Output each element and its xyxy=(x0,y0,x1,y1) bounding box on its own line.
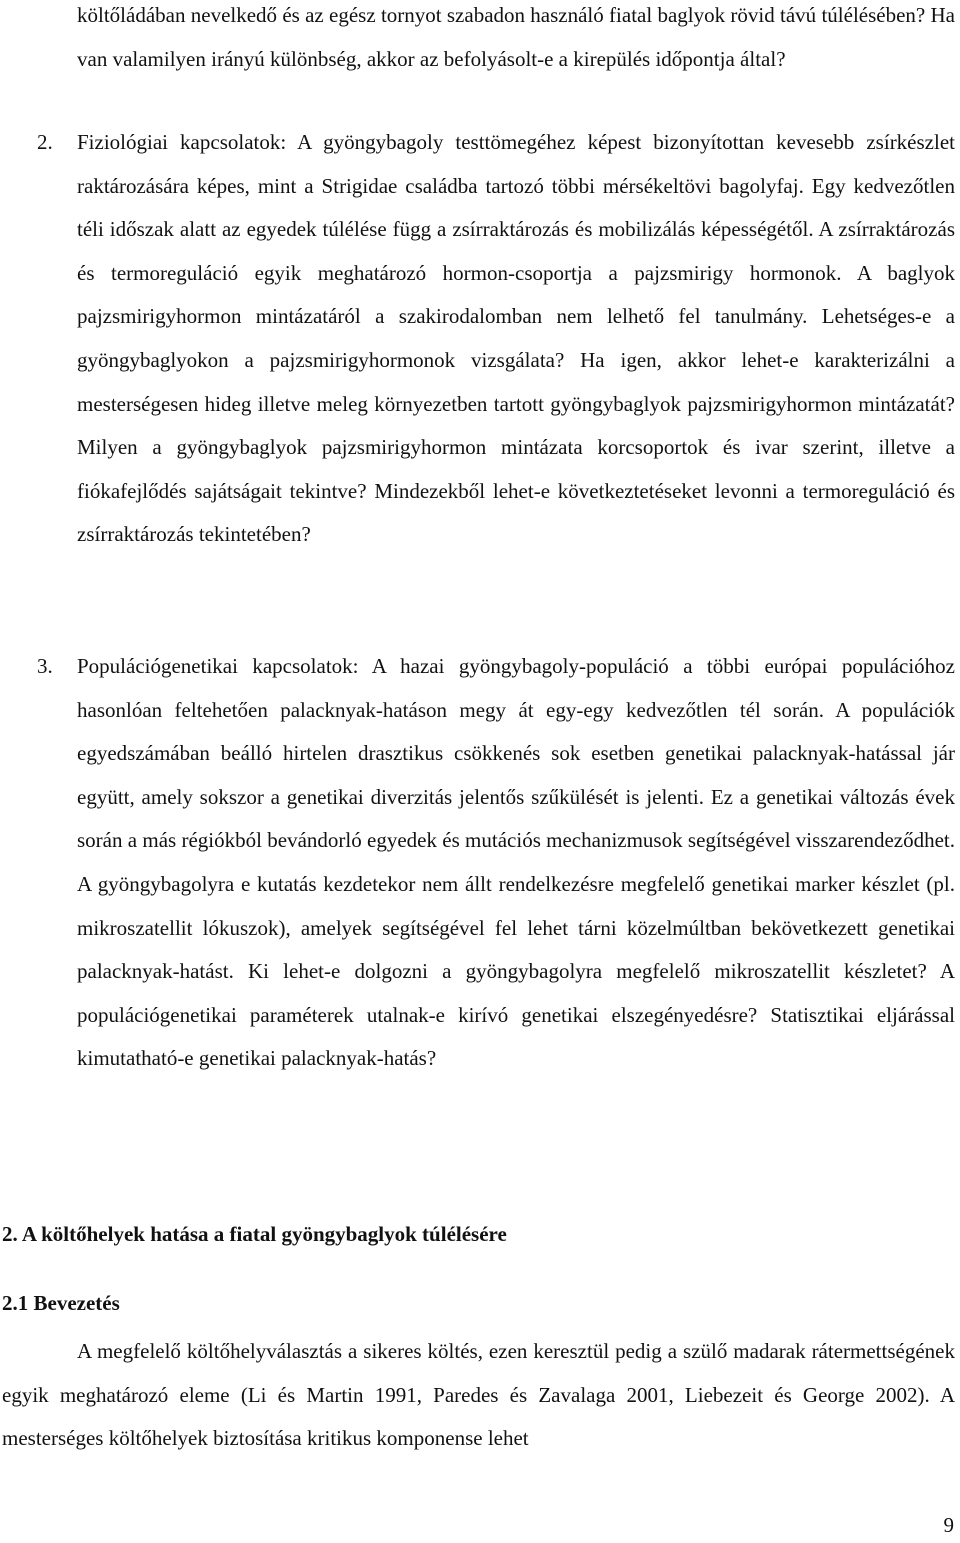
list-item-number: 3. xyxy=(37,654,53,678)
list-item-number: 2. xyxy=(37,130,53,154)
intro-paragraph: A megfelelő költőhelyválasztás a sikeres költés, ezen keresztül pedig a szülő madarak rátermettségének egyik meghatározó eleme (Li és Martin 1991, Paredes és Zavalaga 2001, Liebezeit és George 2002). A mesterséges költőhelyek biztosítása kritikus komponense lehet xyxy=(2,1339,955,1451)
list-item-physiology: Fiziológiai kapcsolatok: A gyöngybagoly testtömegéhez képest bizonyítottan kevesebb zsírkészlet raktározására képes, mint a Strigidae családba tartozó többi mérsékeltövi bagolyfaj. Egy kedvezőtlen téli időszak alatt az egyedek túlélése függ a zsírraktározás és mobilizálás képességétől. A zsírraktározás és termoreguláció egyik meghatározó hormon-csoportja a pajzsmirigy hormonok. A baglyok pajzsmirigyhormon mintázatáról a szakirodalomban nem lelhető fel tanulmány. Lehetséges-e a gyöngybaglyokon a pajzsmirigyhormonok vizsgálata? Ha igen, akkor lehet-e karakterizálni a mesterségesen hideg illetve meleg környezetben tartott gyöngybaglyok pajzsmirigyhormon mintázatát? Milyen a gyöngybaglyok pajzsmirigyhormon mintázata korcsoportok és ivar szerint, illetve a fiókafejlődés sajátságait tekintve? Mindezekből lehet-e következtetéseket levonni a termoreguláció és zsírraktározás tekintetében? xyxy=(77,130,955,547)
continuation-paragraph: költőládában nevelkedő és az egész tornyot szabadon használó fiatal baglyok rövid távú túlélésében? Ha van valamilyen irányú különbség, akkor az befolyásolt-e a kirepülés időpontja által? xyxy=(77,3,955,71)
section-heading: 2. A költőhelyek hatása a fiatal gyöngybaglyok túlélésére xyxy=(2,1222,507,1246)
page-number: 9 xyxy=(943,1513,954,1537)
list-item-population-genetics: Populációgenetikai kapcsolatok: A hazai gyöngybagoly-populáció a többi európai populációhoz hasonlóan feltehetően palacknyak-hatáson megy át egy-egy kedvezőtlen tél során. A populációk egyedszámában beálló hirtelen drasztikus csökkenés sok esetben genetikai palacknyak-hatással jár együtt, amely sokszor a genetikai diverzitás jelentős szűkülését is jelenti. Ez a genetikai változás évek során a más régiókból bevándorló egyedek és mutációs mechanizmusok segítségével visszarendeződhet. A gyöngybagolyra e kutatás kezdetekor nem állt rendelkezésre megfelelő genetikai marker készlet (pl. mikroszatellit lókuszok), amelyek segítségével fel lehet tárni közelmúltban bekövetkezett genetikai palacknyak-hatást. Ki lehet-e dolgozni a gyöngybagolyra megfelelő mikroszatellit készletet? A populációgenetikai paraméterek utalnak-e kirívó genetikai elszegényedésre? Statisztikai eljárással kimutatható-e genetikai palacknyak-hatás? xyxy=(77,654,955,1071)
subsection-heading: 2.1 Bevezetés xyxy=(2,1291,120,1315)
